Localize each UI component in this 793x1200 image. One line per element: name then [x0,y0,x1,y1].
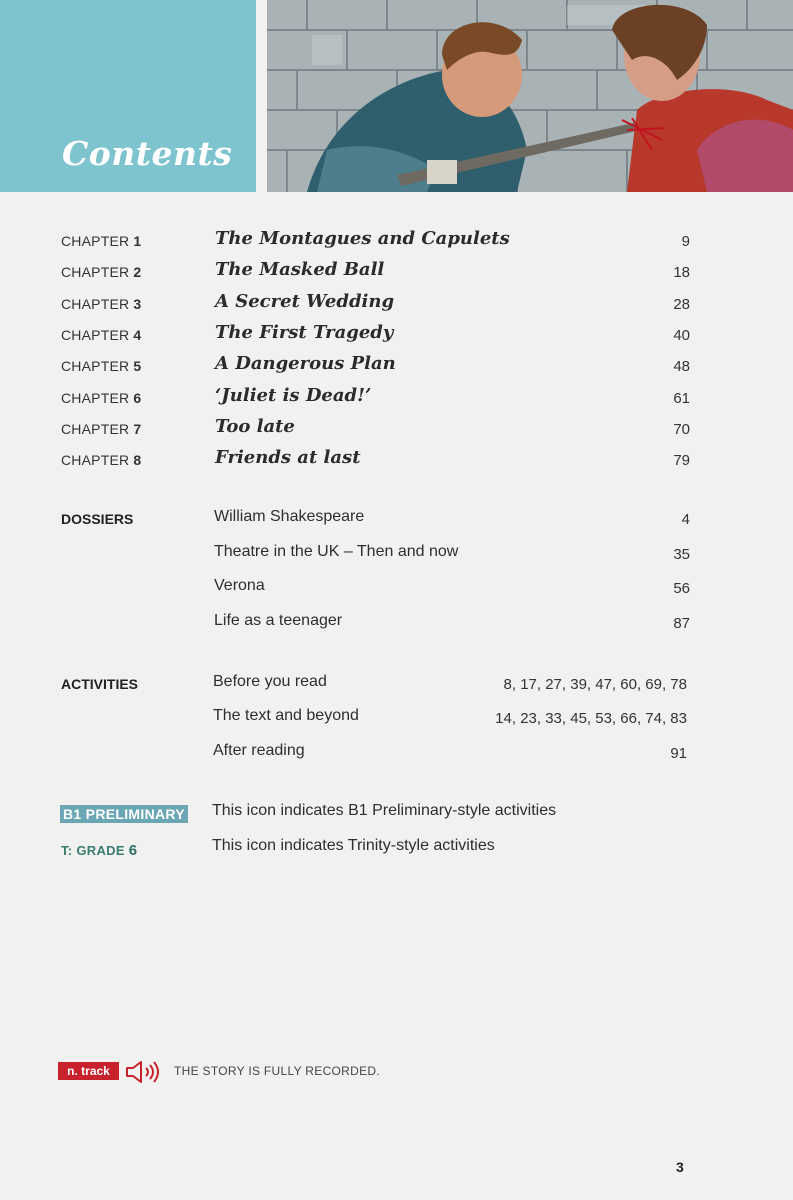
chapter-title: The Masked Ball [215,259,385,280]
dossier-title: Verona [214,577,265,594]
chapter-label: CHAPTER 1 [61,233,142,249]
track-badge: n. track [58,1062,119,1080]
dossier-title: Theatre in the UK – Then and now [214,543,459,560]
activity-row[interactable] [0,707,793,740]
audio-note [0,1060,793,1086]
activity-row[interactable] [0,673,793,706]
page-number: 40 [673,327,690,344]
chapter-row[interactable] [0,322,793,357]
page-number: 61 [673,390,690,407]
chapter-title: The Montagues and Capulets [215,228,510,249]
chapter-label: CHAPTER 7 [61,421,142,437]
page-number: 79 [673,452,690,469]
page-number: 87 [673,615,690,632]
chapter-label: CHAPTER 6 [61,390,142,406]
chapter-label: CHAPTER 8 [61,452,142,468]
chapter-row[interactable] [0,353,793,388]
chapter-row[interactable] [0,228,793,263]
chapter-row[interactable] [0,416,793,451]
page-number: 35 [673,546,690,563]
chapter-label: CHAPTER 2 [61,264,142,280]
activity-title: After reading [213,742,305,759]
dossier-row[interactable] [0,577,793,610]
page-number: 91 [670,745,687,762]
b1-legend-row [0,802,793,835]
trinity-description: This icon indicates Trinity-style activities [212,837,495,854]
activity-title: The text and beyond [213,707,359,724]
cover-illustration [267,0,793,192]
speaker-icon [124,1059,164,1085]
activity-title: Before you read [213,673,327,690]
dossier-title: Life as a teenager [214,612,343,629]
page-number-footer: 3 [676,1159,684,1175]
page-number: 70 [673,421,690,438]
activities-label: ACTIVITIES [61,676,139,692]
dossier-title: William Shakespeare [214,508,365,525]
chapter-title: Friends at last [215,447,361,468]
recording-note: THE STORY IS FULLY RECORDED. [174,1064,381,1078]
dossier-row[interactable] [0,543,793,576]
dossiers-label: DOSSIERS [61,511,134,527]
chapter-title: ‘Juliet is Dead!’ [215,385,372,406]
b1-description: This icon indicates B1 Preliminary-style activities [212,802,557,819]
dossier-row[interactable] [0,508,793,541]
chapter-row[interactable] [0,447,793,482]
trinity-legend-row [0,837,793,870]
activity-row[interactable] [0,742,793,775]
chapter-row[interactable] [0,259,793,294]
chapter-row[interactable] [0,291,793,326]
activity-pages: 8, 17, 27, 39, 47, 60, 69, 78 [503,676,687,693]
page-number: 4 [681,511,690,528]
chapter-title: A Dangerous Plan [215,353,396,374]
page-number: 28 [673,296,690,313]
chapter-label: CHAPTER 3 [61,296,142,312]
page-number: 18 [673,264,690,281]
chapter-label: CHAPTER 4 [61,327,142,343]
chapter-title: The First Tragedy [215,322,394,343]
chapter-title: Too late [215,416,295,437]
chapter-title: A Secret Wedding [215,291,395,312]
dossier-row[interactable] [0,612,793,645]
page-number: 9 [681,233,690,250]
trinity-grade-badge: T: GRADE 6 [61,842,138,859]
page-number: 56 [673,580,690,597]
page-title: Contents [62,134,233,173]
chapter-label: CHAPTER 5 [61,358,142,374]
activity-pages: 14, 23, 33, 45, 53, 66, 74, 83 [495,710,687,727]
sword-fight-illustration [267,0,793,192]
page-number: 48 [673,358,690,375]
b1-preliminary-badge: B1 PRELIMINARY [60,805,188,823]
chapter-row[interactable] [0,385,793,420]
